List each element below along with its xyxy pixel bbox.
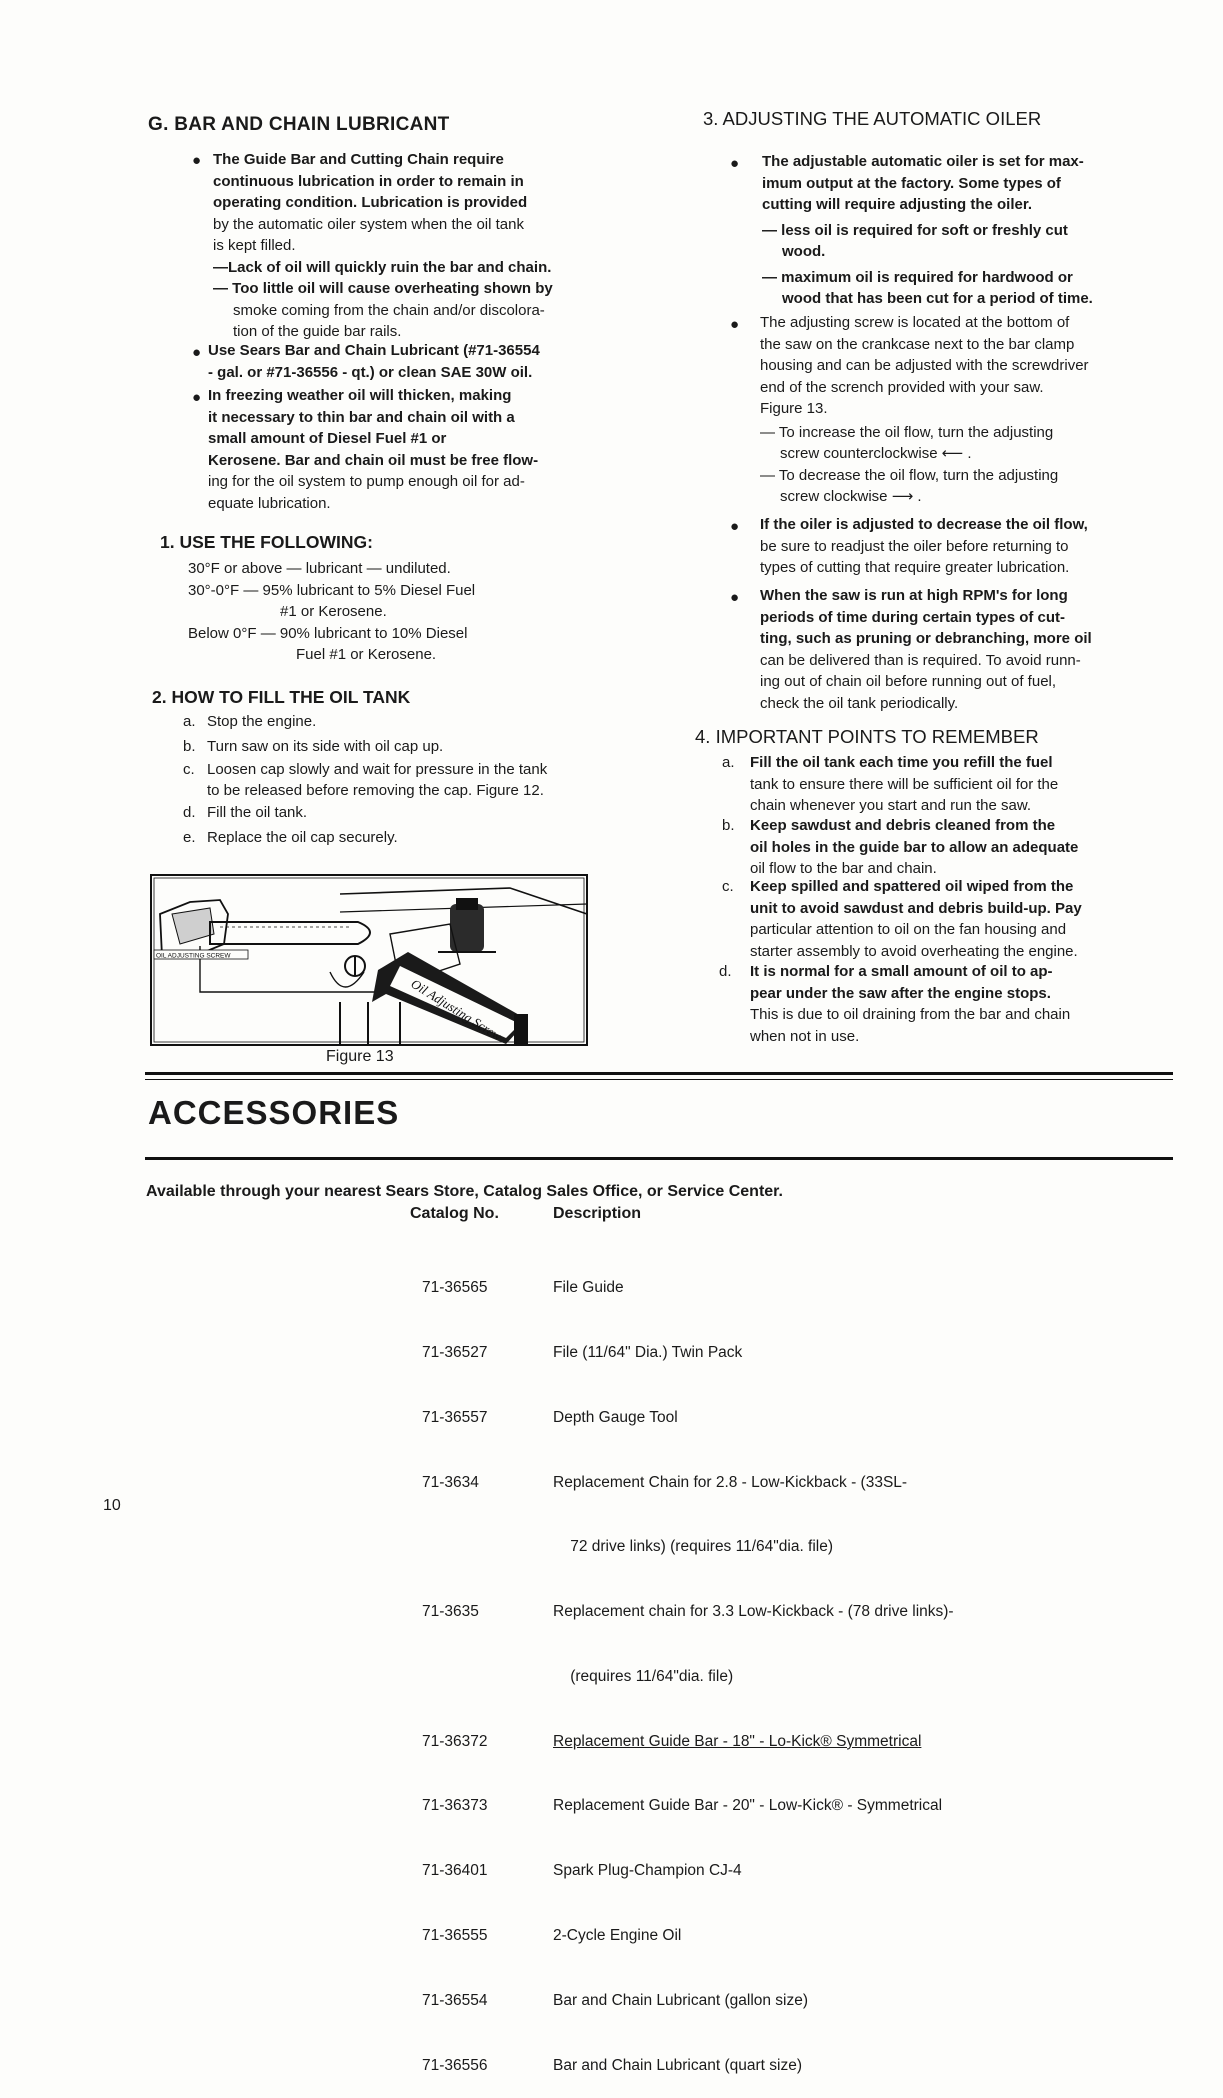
text-line: If the oiler is adjusted to decrease the oil flow, <box>760 516 1088 533</box>
text-line: tion of the guide bar rails. <box>233 323 402 340</box>
text-line: oil flow to the bar and chain. <box>750 860 937 877</box>
text-line: continuous lubrication in order to remain in <box>213 172 524 190</box>
text-line: unit to avoid sawdust and debris build-up. Pay <box>750 899 1082 917</box>
section-g-bullet1-text <box>213 149 603 343</box>
table-cell: 71-36372 <box>422 1732 488 1750</box>
text-span: Keep spilled and spattered oil wiped from the <box>750 878 1074 895</box>
important-heading: 4. IMPORTANT POINTS TO REMEMBER <box>695 726 1039 747</box>
text-line: imum output at the factory. Some types of <box>762 174 1061 192</box>
table-cell: 71-36557 <box>422 1408 488 1426</box>
step-letter: e. <box>183 828 196 846</box>
text-line: Kerosene. Bar and chain oil must be free flow- <box>208 451 539 469</box>
text-line <box>719 961 1131 983</box>
chainsaw-oiler-illustration <box>150 874 588 1046</box>
table-cell: File Guide <box>553 1279 624 1297</box>
text-line: Figure 13. <box>760 400 828 417</box>
item-letter: a. <box>722 754 735 771</box>
text-line: check the oil tank periodically. <box>760 694 959 712</box>
text-line: The Guide Bar and Cutting Chain require <box>213 151 504 168</box>
adjusting-bullet1-text <box>762 151 1132 310</box>
step-letter: b. <box>183 737 196 755</box>
text-line: periods of time during certain types of cut- <box>760 608 1066 626</box>
text-line: chain whenever you start and run the saw. <box>750 797 1032 814</box>
table-cell <box>422 1666 547 1688</box>
text-line: is kept filled. <box>213 237 296 254</box>
text-line: wood that has been cut for a period of time. <box>782 290 1093 307</box>
text-line: particular attention to oil on the fan housing and <box>750 921 1067 938</box>
text-line <box>722 815 1132 837</box>
table-cell: Replacement Guide Bar - 20" - Low-Kick® - Symmetrical <box>553 1797 943 1815</box>
accessories-intro: Available through your nearest Sears Store, Catalog Sales Office, or Service Center. <box>146 1183 783 1200</box>
adjusting-bullet4-text <box>760 585 1132 714</box>
text-line: — To decrease the oil flow, turn the adjusting <box>760 466 1059 484</box>
table-cell: 71-36565 <box>422 1279 488 1297</box>
table-cell: 71-36555 <box>422 1927 488 1944</box>
text-line: smoke coming from the chain and/or discolora- <box>233 301 545 319</box>
text-line: end of the scrench provided with your saw. <box>760 378 1044 396</box>
step-text: to be released before removing the cap. Figure 12. <box>207 782 544 799</box>
text-line: by the automatic oiler system when the oil tank <box>213 215 524 233</box>
section-g-bullet3-text <box>208 385 603 514</box>
step-row <box>183 826 603 851</box>
fill-tank-heading: 2. HOW TO FILL THE OIL TANK <box>152 687 411 707</box>
text-line: Use Sears Bar and Chain Lubricant (#71-36554 <box>208 342 540 359</box>
text-line: it necessary to thin bar and chain oil with a <box>208 408 515 426</box>
text-line <box>760 443 1132 465</box>
text-line <box>722 876 1132 898</box>
bullet-icon: ● <box>730 589 740 606</box>
text-line: — Too little oil will cause overheating shown by <box>213 280 553 297</box>
text-line: oil holes in the guide bar to allow an adequate <box>750 838 1079 856</box>
catalog-column-header: Catalog No. <box>410 1205 499 1222</box>
description-column <box>553 1234 1053 2098</box>
bullet-icon: ● <box>192 389 202 406</box>
table-cell: Bar and Chain Lubricant (quart size) <box>553 2056 802 2074</box>
table-cell: 2-Cycle Engine Oil <box>553 1927 682 1944</box>
text-span: Fill the oil tank each time you refill the fuel <box>750 754 1053 771</box>
text-line: Fuel #1 or Kerosene. <box>296 646 437 663</box>
bullet-icon: ● <box>730 155 740 172</box>
text-span: screw counterclockwise <box>780 445 938 462</box>
important-b <box>722 815 1132 880</box>
table-cell: Replacement Guide Bar - 18" - Lo-Kick® Symmetrical <box>553 1732 922 1750</box>
table-cell: Depth Gauge Tool <box>553 1408 678 1426</box>
table-cell: Replacement Chain for 2.8 - Low-Kickback - (33SL- <box>553 1473 908 1491</box>
bullet-icon: ● <box>192 152 202 169</box>
adjusting-bullet2-text <box>760 312 1132 508</box>
counterclockwise-arrow-icon: ⟵ . <box>941 445 972 462</box>
text-line: ing out of chain oil before running out of fuel, <box>760 673 1057 690</box>
step-text: Turn saw on its side with oil cap up. <box>207 737 444 755</box>
text-line: pear under the saw after the engine stops. <box>750 984 1051 1002</box>
text-line: 30°-0°F — 95% lubricant to 5% Diesel Fuel <box>188 581 476 599</box>
table-cell: Spark Plug-Champion CJ-4 <box>553 1862 742 1880</box>
table-cell: 72 drive links) (requires 11/64"dia. file) <box>553 1538 834 1556</box>
table-cell: Replacement chain for 3.3 Low-Kickback - (78 drive links)- <box>553 1603 954 1621</box>
text-line: tank to ensure there will be sufficient oil for the <box>750 775 1059 793</box>
step-row <box>183 801 603 826</box>
text-line: Below 0°F — 90% lubricant to 10% Diesel <box>188 624 468 642</box>
text-line: This is due to oil draining from the bar and chain <box>750 1006 1071 1023</box>
table-cell: 71-3634 <box>422 1473 479 1491</box>
step-letter: a. <box>183 713 196 730</box>
text-line: equate lubrication. <box>208 494 331 512</box>
text-span: Keep sawdust and debris cleaned from the <box>750 817 1056 834</box>
text-line: ing for the oil system to pump enough oil for ad- <box>208 473 525 490</box>
bullet-icon: ● <box>730 316 740 333</box>
step-text: Loosen cap slowly and wait for pressure in the tank <box>207 761 548 778</box>
text-line: #1 or Kerosene. <box>280 603 387 620</box>
adjusting-bullet3-text <box>760 514 1132 579</box>
use-following-heading: 1. USE THE FOLLOWING: <box>160 532 373 552</box>
text-line: housing and can be adjusted with the screwdriver <box>760 357 1089 374</box>
text-line: - gal. or #71-36556 - qt.) or clean SAE 30W oil. <box>208 363 533 381</box>
use-following-lines <box>188 558 608 666</box>
text-line: ting, such as pruning or debranching, more oil <box>760 630 1092 647</box>
text-line: The adjusting screw is located at the bottom of <box>760 314 1070 331</box>
table-cell: Bar and Chain Lubricant (gallon size) <box>553 1991 809 2009</box>
step-row <box>183 759 603 780</box>
text-span: screw clockwise <box>780 488 888 505</box>
text-line: the saw on the crankcase next to the bar clamp <box>760 335 1075 353</box>
text-line: The adjustable automatic oiler is set for max- <box>762 153 1084 170</box>
step-text: Replace the oil cap securely. <box>207 828 398 846</box>
step-row <box>183 735 603 760</box>
text-line: small amount of Diesel Fuel #1 or <box>208 430 447 447</box>
figure-caption: Figure 13 <box>326 1048 394 1065</box>
table-cell: 71-36556 <box>422 2056 488 2074</box>
text-line: In freezing weather oil will thicken, making <box>208 387 512 404</box>
bullet-icon: ● <box>192 344 202 361</box>
text-line: — maximum oil is required for hardwood or <box>762 268 1073 286</box>
important-d <box>719 961 1131 1047</box>
step-row <box>183 780 603 801</box>
text-line: 30°F or above — lubricant — undiluted. <box>188 560 451 577</box>
text-line <box>722 752 1132 774</box>
figure-callout: Oil Adjusting Screw <box>408 975 505 1044</box>
text-line: types of cutting that require greater lubrication. <box>760 559 1070 576</box>
text-line: wood. <box>782 243 826 260</box>
table-cell: 71-36554 <box>422 1991 488 2009</box>
step-letter: c. <box>183 761 195 778</box>
table-cell: 71-3635 <box>422 1603 479 1621</box>
section-g-bullet2-text <box>208 340 603 383</box>
step-letter: d. <box>183 804 196 821</box>
figure-small-label: OIL ADJUSTING SCREW <box>156 952 231 960</box>
text-line <box>760 486 1132 508</box>
adjusting-heading: 3. ADJUSTING THE AUTOMATIC OILER <box>703 108 1042 129</box>
accessories-heading: ACCESSORIES <box>148 1094 400 1131</box>
step-text: Stop the engine. <box>207 713 317 730</box>
table-cell: File (11/64" Dia.) Twin Pack <box>553 1343 743 1361</box>
table-cell <box>422 1536 547 1558</box>
step-text: Fill the oil tank. <box>207 804 308 821</box>
section-g-heading: G. BAR AND CHAIN LUBRICANT <box>148 114 450 135</box>
text-line: starter assembly to avoid overheating the engine. <box>750 942 1078 960</box>
divider-bottom <box>145 1157 1173 1160</box>
text-line: be sure to readjust the oiler before returning to <box>760 537 1069 555</box>
table-cell: 71-36373 <box>422 1797 488 1815</box>
important-a <box>722 752 1132 817</box>
important-c <box>722 876 1132 962</box>
text-line: cutting will require adjusting the oiler. <box>762 196 1033 213</box>
divider-top-thin <box>145 1079 1173 1080</box>
item-letter: b. <box>722 817 735 834</box>
text-span: It is normal for a small amount of oil to ap- <box>750 963 1053 980</box>
text-line: operating condition. Lubrication is provided <box>213 194 528 211</box>
table-cell: 71-36401 <box>422 1862 488 1880</box>
table-cell: 71-36527 <box>422 1343 488 1361</box>
description-column-header: Description <box>553 1205 642 1222</box>
item-letter: d. <box>719 963 732 980</box>
item-letter: c. <box>722 878 734 895</box>
text-line: When the saw is run at high RPM's for long <box>760 587 1068 604</box>
figure-13 <box>150 874 588 1046</box>
text-line: when not in use. <box>750 1027 860 1045</box>
catalog-number-column <box>422 1234 547 2098</box>
table-cell: (requires 11/64"dia. file) <box>553 1667 734 1685</box>
text-line: —Lack of oil will quickly ruin the bar and chain. <box>213 258 552 276</box>
text-line: — less oil is required for soft or freshly cut <box>762 221 1068 239</box>
clockwise-arrow-icon: ⟶ . <box>891 488 922 505</box>
page-number: 10 <box>103 1497 121 1514</box>
step-row <box>183 710 603 735</box>
text-line: — To increase the oil flow, turn the adjusting <box>760 423 1054 441</box>
divider-top-thick <box>145 1072 1173 1075</box>
bullet-icon: ● <box>730 518 740 535</box>
fill-tank-steps <box>183 710 603 850</box>
text-line: can be delivered than is required. To avoid runn- <box>760 651 1081 669</box>
